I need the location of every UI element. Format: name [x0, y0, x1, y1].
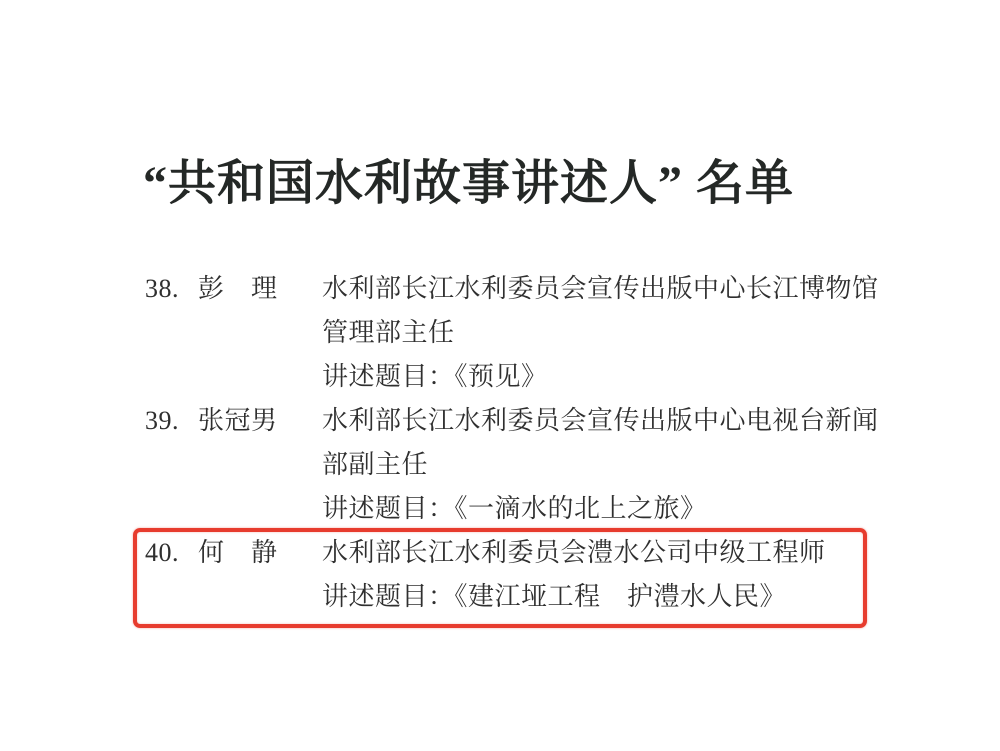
entry-number: 40.	[145, 538, 179, 567]
entry-topic: 讲述题目：《建江垭工程 护澧水人民》	[322, 582, 787, 611]
entry-number: 39.	[145, 406, 179, 435]
entry-affiliation-line: 管理部主任	[322, 318, 455, 347]
entry-affiliation-line: 水利部长江水利委员会澧水公司中级工程师	[322, 538, 826, 567]
entry-topic: 讲述题目：《一滴水的北上之旅》	[322, 494, 707, 523]
list-item-40	[145, 531, 925, 619]
page-title: “共和国水利故事讲述人” 名单	[143, 157, 795, 210]
entry-name: 彭 理	[198, 274, 278, 303]
list-item-39	[145, 399, 925, 531]
entry-details	[322, 531, 925, 619]
entry-name: 何 静	[198, 538, 278, 567]
entry-details	[322, 267, 925, 399]
entry-number: 38.	[145, 274, 179, 303]
entry-name: 张冠男	[198, 406, 278, 435]
entry-affiliation-line: 水利部长江水利委员会宣传出版中心长江博物馆	[322, 274, 879, 303]
entry-affiliation-line: 部副主任	[322, 450, 429, 479]
entry-details	[322, 399, 925, 531]
entry-affiliation-line: 水利部长江水利委员会宣传出版中心电视台新闻	[322, 406, 879, 435]
list-item-38	[145, 267, 925, 399]
honoree-list	[145, 267, 925, 619]
entry-topic: 讲述题目：《预见》	[322, 362, 548, 391]
